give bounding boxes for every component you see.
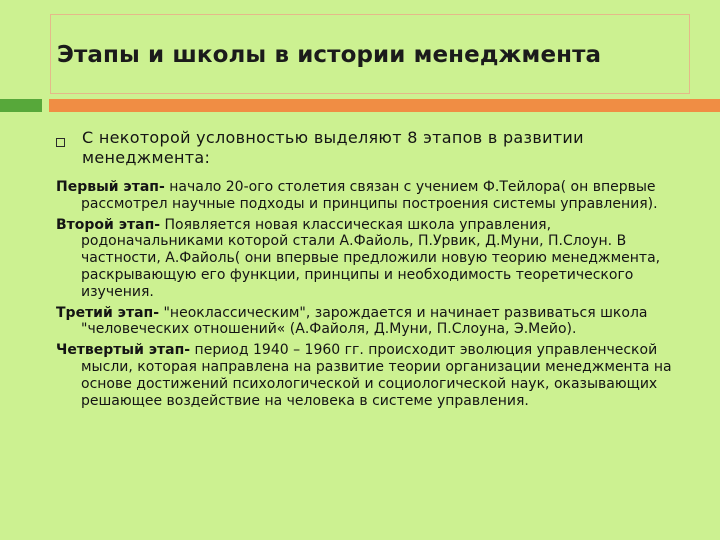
stage-label: Четвертый этап- (56, 342, 191, 359)
stage-label: Первый этап- (56, 179, 165, 195)
stage-item (56, 342, 694, 409)
stage-item (56, 305, 694, 339)
stages-list (0, 179, 720, 413)
stage-label: Второй этап- (56, 216, 161, 233)
stage-item (56, 179, 694, 213)
stage-text: период 1940 – 1960 гг. происходит эволюция управленческой мысли, которая направлена на развитие теории организации менеджмента на основе достижений психологической и социологической наук, оказывающих решающее воздействие на человека в системе управления. (81, 342, 672, 409)
stage-text: Появляется новая классическая школа управления, родоначальниками которой стали А.Файоль, П.Урвик, Д.Муни, П.Слоун. В частности, А.Файоль( они впервые предложили новую теорию менеджмента, раскрывающую его функции, принципы и необходимость теоретического изучения. (81, 216, 661, 300)
slide-title: Этапы и школы в истории менеджмента (57, 42, 602, 68)
intro-text: С некоторой условностью выделяют 8 этапов в развитии менеджмента: (82, 128, 584, 167)
accent-bar-green (0, 99, 42, 112)
stage-text: "неоклассическим", зарождается и начинает развиваться школа "человеческих отношений« (А.Файоля, Д.Муни, П.Слоуна, Э.Мейо). (81, 304, 648, 338)
hollow-square-bullet-icon (56, 138, 65, 147)
title-box (50, 14, 690, 94)
stage-label: Третий этап- (56, 304, 160, 321)
stage-item (56, 217, 694, 301)
accent-bar-orange (49, 99, 720, 112)
stage-text: начало 20-ого столетия связан с учением Ф.Тейлора( он впервые рассмотрел научные подходы и принципы построения системы управления). (81, 179, 658, 212)
